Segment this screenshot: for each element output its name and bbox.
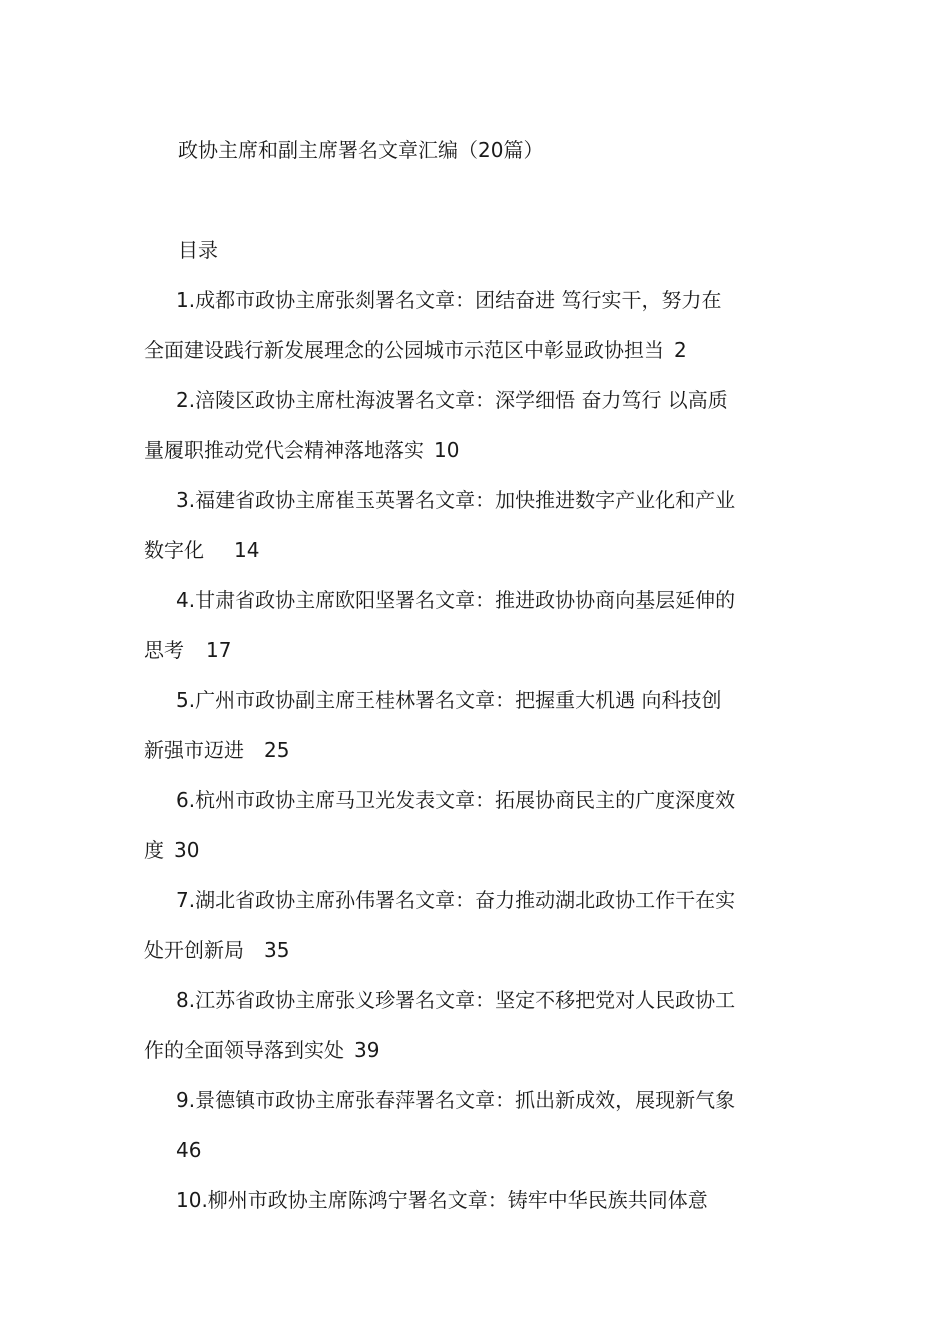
toc-entry-text: 6.杭州市政协主席马卫光发表文章：拓展协商民主的广度深度效 bbox=[176, 788, 736, 812]
toc-page-number: 46 bbox=[176, 1138, 202, 1162]
toc-entry-4[interactable] bbox=[176, 584, 735, 616]
toc-entry-9-continued[interactable] bbox=[176, 1134, 201, 1166]
toc-page-number: 35 bbox=[264, 938, 290, 962]
toc-entry-1[interactable] bbox=[176, 284, 721, 316]
toc-entry-text: 2.涪陵区政协主席杜海波署名文章：深学细悟 奋力笃行 以高质 bbox=[176, 388, 728, 412]
document-title: 政协主席和副主席署名文章汇编（20篇） bbox=[178, 138, 544, 162]
toc-entry-text: 作的全面领导落到实处 bbox=[144, 1038, 344, 1062]
toc-page-number: 14 bbox=[234, 538, 260, 562]
toc-entry-5[interactable] bbox=[176, 684, 721, 716]
toc-entry-3[interactable] bbox=[176, 484, 735, 516]
toc-page-number: 2 bbox=[674, 338, 687, 362]
toc-entry-9[interactable] bbox=[176, 1084, 735, 1116]
toc-entry-6-continued[interactable] bbox=[144, 834, 199, 866]
toc-entry-text: 思考 bbox=[144, 638, 184, 662]
toc-entry-8-continued[interactable] bbox=[144, 1034, 379, 1066]
toc-entry-6[interactable] bbox=[176, 784, 735, 816]
toc-entry-text: 9.景德镇市政协主席张春萍署名文章：抓出新成效，展现新气象 bbox=[176, 1088, 736, 1112]
toc-heading: 目录 bbox=[178, 238, 218, 262]
toc-entry-text: 3.福建省政协主席崔玉英署名文章：加快推进数字产业化和产业 bbox=[176, 488, 736, 512]
toc-entry-text: 新强市迈进 bbox=[144, 738, 244, 762]
toc-entry-text: 全面建设践行新发展理念的公园城市示范区中彰显政协担当 bbox=[144, 338, 664, 362]
toc-entry-text: 7.湖北省政协主席孙伟署名文章：奋力推动湖北政协工作干在实 bbox=[176, 888, 736, 912]
toc-entry-text: 量履职推动党代会精神落地落实 bbox=[144, 438, 424, 462]
toc-entry-text: 5.广州市政协副主席王桂林署名文章：把握重大机遇 向科技创 bbox=[176, 688, 722, 712]
toc-page-number: 10 bbox=[434, 438, 460, 462]
toc-entry-8[interactable] bbox=[176, 984, 735, 1016]
toc-page-number: 39 bbox=[354, 1038, 380, 1062]
toc-entry-7[interactable] bbox=[176, 884, 735, 916]
toc-entry-text: 数字化 bbox=[144, 538, 204, 562]
toc-entry-text: 10.柳州市政协主席陈鸿宁署名文章：铸牢中华民族共同体意 bbox=[176, 1188, 708, 1212]
toc-entry-2-continued[interactable] bbox=[144, 434, 459, 466]
toc-entry-10[interactable] bbox=[176, 1184, 708, 1216]
toc-entry-text: 8.江苏省政协主席张义珍署名文章：坚定不移把党对人民政协工 bbox=[176, 988, 736, 1012]
toc-entry-2[interactable] bbox=[176, 384, 728, 416]
toc-entry-text: 1.成都市政协主席张剡署名文章：团结奋进 笃行实干，努力在 bbox=[176, 288, 722, 312]
toc-entry-1-continued[interactable] bbox=[144, 334, 687, 366]
toc-page-number: 25 bbox=[264, 738, 290, 762]
toc-entry-text: 4.甘肃省政协主席欧阳坚署名文章：推进政协协商向基层延伸的 bbox=[176, 588, 736, 612]
toc-page-number: 30 bbox=[174, 838, 200, 862]
toc-entry-3-continued[interactable] bbox=[144, 534, 259, 566]
toc-entry-7-continued[interactable] bbox=[144, 934, 289, 966]
toc-page-number: 17 bbox=[206, 638, 232, 662]
toc-entry-text: 处开创新局 bbox=[144, 938, 244, 962]
toc-entry-4-continued[interactable] bbox=[144, 634, 231, 666]
toc-entry-5-continued[interactable] bbox=[144, 734, 289, 766]
toc-entry-text: 度 bbox=[144, 838, 164, 862]
